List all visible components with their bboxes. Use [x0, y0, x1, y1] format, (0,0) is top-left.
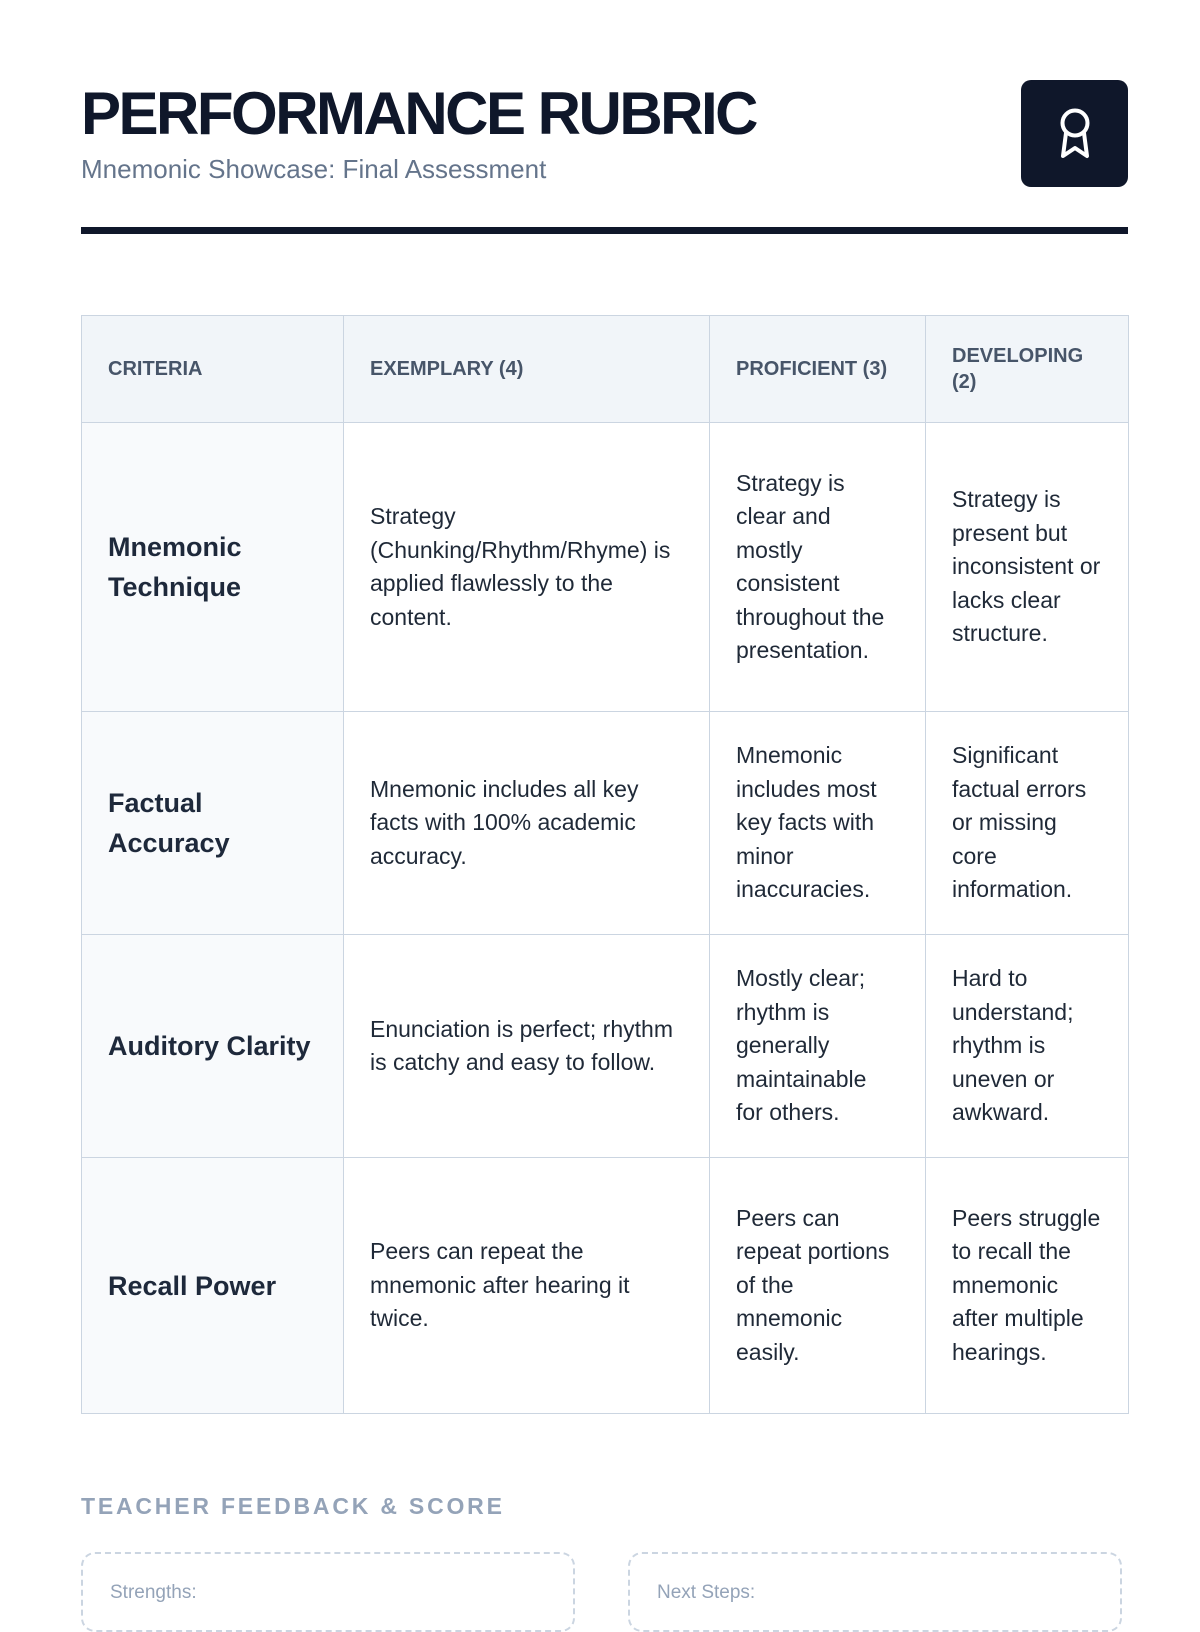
- rubric-table: [81, 315, 1129, 1414]
- feedback-section-title: TEACHER FEEDBACK & SCORE: [81, 1493, 505, 1519]
- header-divider: [81, 227, 1128, 234]
- page-subtitle: Mnemonic Showcase: Final Assessment: [81, 154, 547, 184]
- table-header-row: [82, 316, 1129, 423]
- exemplary-cell: Strategy (Chunking/Rhythm/Rhyme) is applied flawlessly to the content.: [344, 423, 710, 712]
- page-title: PERFORMANCE RUBRIC: [81, 80, 756, 147]
- table-row: [82, 935, 1129, 1158]
- developing-cell: Peers struggle to recall the mnemonic after multiple hearings.: [926, 1158, 1129, 1414]
- table-row: [82, 712, 1129, 935]
- criterion-cell: Mnemonic Technique: [82, 423, 344, 712]
- exemplary-cell: Peers can repeat the mnemonic after hearing it twice.: [344, 1158, 710, 1414]
- developing-cell: Hard to understand; rhythm is uneven or awkward.: [926, 935, 1129, 1158]
- exemplary-cell: Mnemonic includes all key facts with 100% academic accuracy.: [344, 712, 710, 935]
- table-row: [82, 1158, 1129, 1414]
- column-header-criteria: CRITERIA: [82, 316, 344, 423]
- next-steps-label: Next Steps:: [657, 1582, 756, 1603]
- criterion-cell: Factual Accuracy: [82, 712, 344, 935]
- proficient-cell: Mnemonic includes most key facts with minor inaccuracies.: [710, 712, 926, 935]
- proficient-cell: Strategy is clear and mostly consistent throughout the presentation.: [710, 423, 926, 712]
- next-steps-box[interactable]: [628, 1552, 1122, 1632]
- proficient-cell: Mostly clear; rhythm is generally maintainable for others.: [710, 935, 926, 1158]
- column-header-proficient: PROFICIENT (3): [710, 316, 926, 423]
- developing-cell: Significant factual errors or missing core information.: [926, 712, 1129, 935]
- column-header-exemplary: EXEMPLARY (4): [344, 316, 710, 423]
- table-row: [82, 423, 1129, 712]
- header: [81, 80, 1128, 190]
- strengths-label: Strengths:: [110, 1582, 197, 1603]
- award-ribbon-icon: [1053, 106, 1097, 162]
- developing-cell: Strategy is present but inconsistent or lacks clear structure.: [926, 423, 1129, 712]
- criterion-cell: Auditory Clarity: [82, 935, 344, 1158]
- proficient-cell: Peers can repeat portions of the mnemonic easily.: [710, 1158, 926, 1414]
- criterion-cell: Recall Power: [82, 1158, 344, 1414]
- column-header-developing: DEVELOPING (2): [926, 316, 1129, 423]
- strengths-box[interactable]: [81, 1552, 575, 1632]
- badge: [1021, 80, 1128, 187]
- exemplary-cell: Enunciation is perfect; rhythm is catchy and easy to follow.: [344, 935, 710, 1158]
